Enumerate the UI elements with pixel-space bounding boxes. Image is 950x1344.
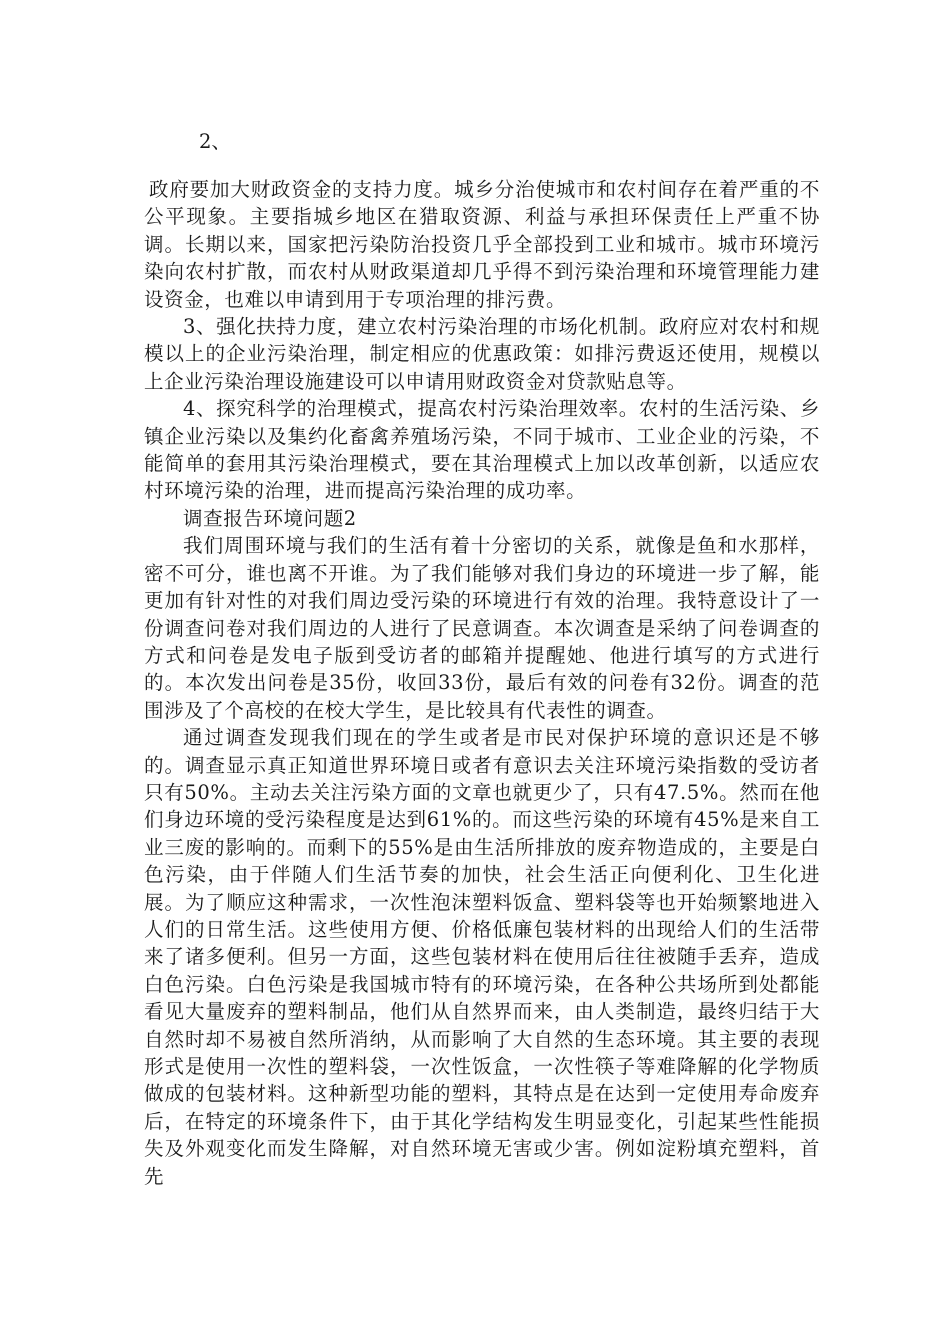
paragraph-survey-intro: 我们周围环境与我们的生活有着十分密切的关系，就像是鱼和水那样，密不可分，谁也离不开谁。为了我们能够对我们身边的环境进一步了解，能更加有针对性的对我们周边受污染的环境进行有效的治理。我特意设计了一份调查问卷对我们周边的人进行了民意调查。本次调查是采纳了问卷调查的方式和问卷是发电子版到受访者的邮箱并提醒她、他进行填写的方式进行的。本次发出问卷是35份，收回33份，最后有效的问卷有32份。调查的范围涉及了个高校的在校大学生，是比较具有代表性的调查。 [144,534,820,722]
paragraph-governance-model: 4、探究科学的治理模式，提高农村污染治理效率。农村的生活污染、乡镇企业污染以及集约化畜禽养殖场污染，不同于城市、工业企业的污染，不能简单的套用其污染治理模式，要在其治理模式上加以改革创新，以适应农村环境污染的治理，进而提高污染治理的成功率。 [144,397,820,503]
document-body [144,176,820,1190]
paragraph-fiscal-support: 政府要加大财政资金的支持力度。城乡分治使城市和农村间存在着严重的不公平现象。主要指城乡地区在猎取资源、利益与承担环保责任上严重不协调。长期以来，国家把污染防治投资几乎全部投到工业和城市。城市环境污染向农村扩散，而农村从财政渠道却几乎得不到污染治理和环境管理能力建设资金，也难以申请到用于专项治理的排污费。 [144,178,820,311]
section-title-survey-report: 调查报告环境问题2 [183,506,357,530]
paragraph-market-mechanism: 3、强化扶持力度，建立农村污染治理的市场化机制。政府应对农村和规模以上的企业污染治理，制定相应的优惠政策：如排污费返还使用，规模以上企业污染治理设施建设可以申请用财政资金对贷款贴息等。 [144,315,820,393]
paragraph-survey-findings: 通过调查发现我们现在的学生或者是市民对保护环境的意识还是不够的。调查显示真正知道世界环境日或者有意识去关注环境污染指数的受访者只有50%。主动去关注污染方面的文章也就更少了，只有47.5%。然而在他们身边环境的受污染程度是达到61%的。而这些污染的环境有45%是来自工业三废的影响的。而剩下的55%是由生活所排放的废弃物造成的，主要是白色污染，由于伴随人们生活节奏的加快，社会生活正向便利化、卫生化进展。为了顺应这种需求，一次性泡沫塑料饭盒、塑料袋等也开始频繁地进入人们的日常生活。这些使用方便、价格低廉包装材料的出现给人们的生活带来了诸多便利。但另一方面，这些包装材料在使用后往往被随手丢弃，造成白色污染。白色污染是我国城市特有的环境污染，在各种公共场所到处都能看见大量废弃的塑料制品，他们从自然界而来，由人类制造，最终归结于大自然时却不易被自然所消纳，从而影响了大自然的生态环境。其主要的表现形式是使用一次性的塑料袋，一次性饭盒，一次性筷子等难降解的化学物质做成的包装材料。这种新型功能的塑料，其特点是在达到一定使用寿命废弃后，在特定的环境条件下，由于其化学结构发生明显变化，引起某些性能损失及外观变化而发生降解，对自然环境无害或少害。例如淀粉填充塑料，首先 [144,726,820,1188]
section-number: 2、 [199,130,231,153]
